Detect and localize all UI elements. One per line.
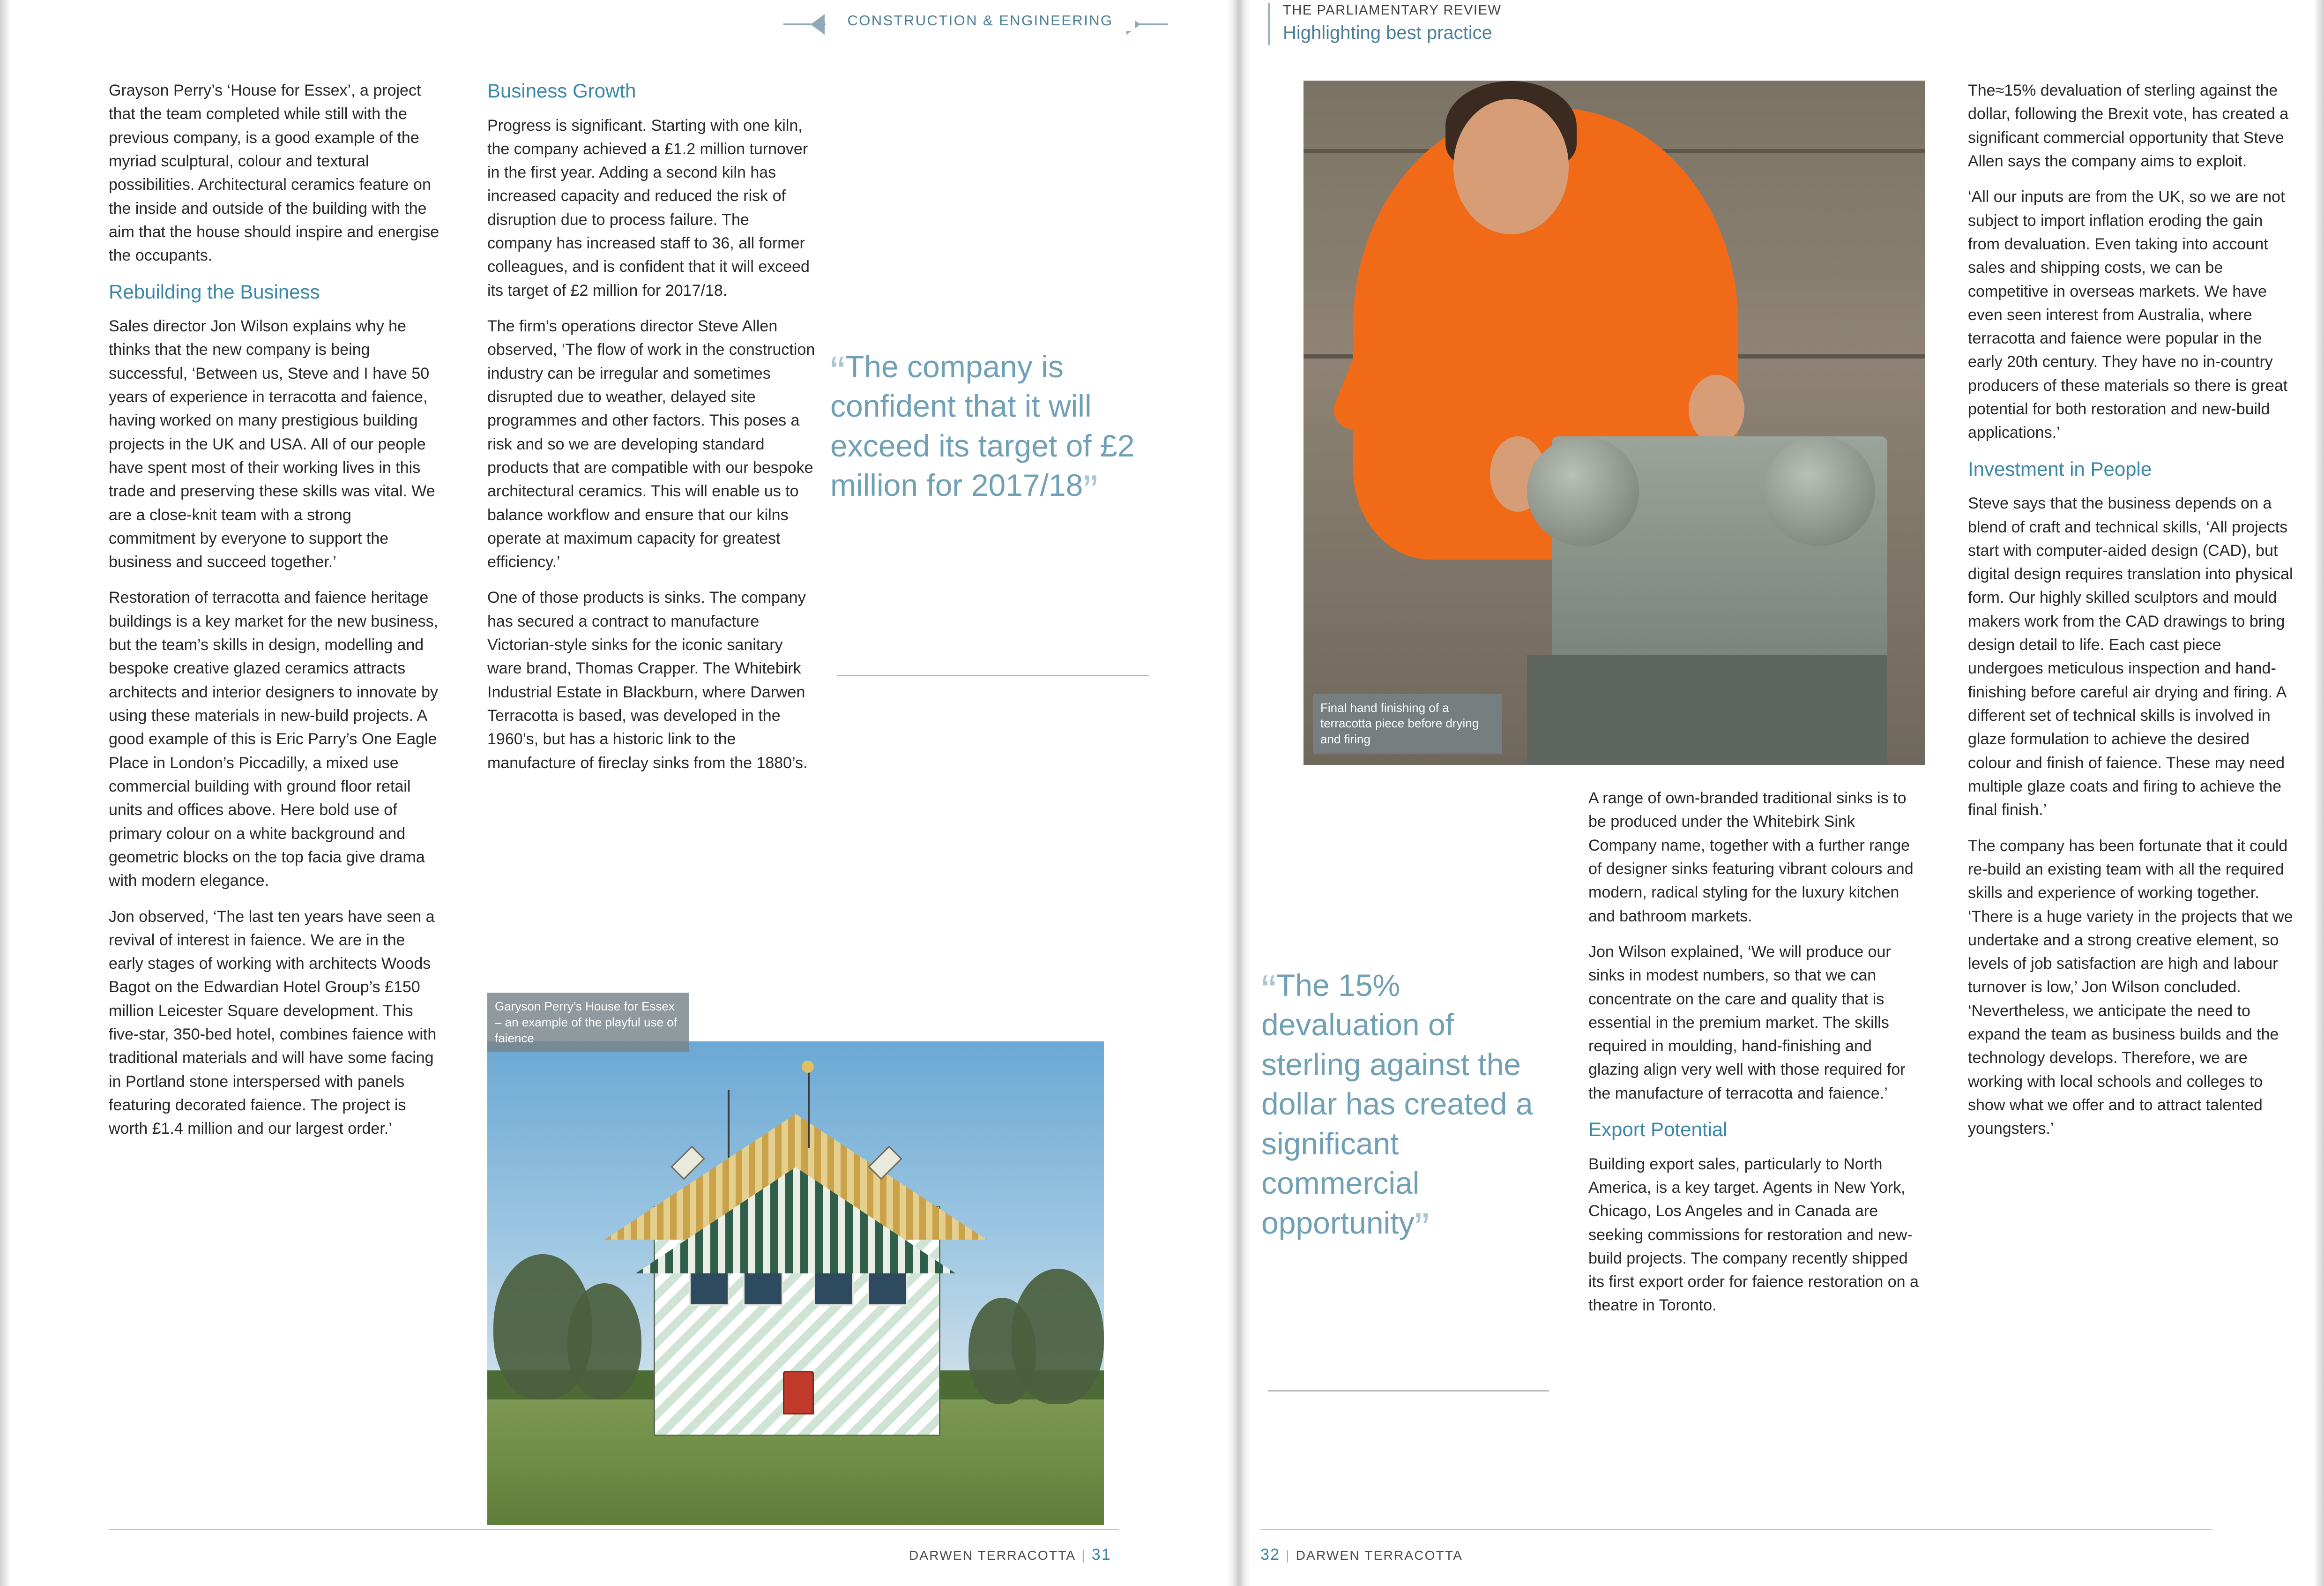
paragraph: Steve says that the business depends on a blend of craft and technical skills, ‘All projects start with computer-aided design (CAD), but digital design requires translation into physical form. Our highly skilled sculptors and mould makers work from the CAD drawings to bring design detail to life. Each cast piece undergoes meticulous inspection and hand-finishing before careful air drying and firing. A different set of technical skills is involved in glaze formulation to achieve the desired colour and finish of faience. These may need multiple glaze coats and firing to achieve the final finish.’	[1968, 494, 2293, 819]
pull-quote-left	[830, 347, 1177, 516]
page-edge-left	[0, 0, 10, 1586]
section-header-label: CONSTRUCTION & ENGINEERING	[826, 10, 1135, 31]
house-illustration	[487, 1041, 1104, 1525]
right-column-1	[1588, 786, 1922, 1330]
pull-quote-left-rule	[837, 675, 1149, 676]
paragraph: Jon observed, ‘The last ten years have seen a revival of interest in faience. We are in the early stages of working with architects Woods Bagot on the Edwardian Hotel Group’s £150 million Leicester Square development. This five-star, 350-bed hotel, combines faience with traditional materials and will have some facing in Portland stone interspersed with panels featuring decorated faience. The project is worth £1.4 million and our largest order.’	[109, 907, 437, 1138]
page-edge-right	[2314, 0, 2324, 1586]
mast	[728, 1090, 730, 1157]
heading-rebuilding-the-business: Rebuilding the Business	[109, 280, 320, 303]
folio-rule-left	[109, 1529, 1119, 1530]
photo-hand-finishing	[1304, 81, 1925, 765]
folio-left	[909, 1546, 1111, 1564]
right-column-2	[1968, 79, 2296, 1153]
folio-publication: DARWEN TERRACOTTA	[909, 1548, 1076, 1563]
paragraph: Sales director Jon Wilson explains why he thinks that the new company is being successful, ‘Between us, Steve and I have 50 years of experience in terracotta and faience, having worked on many prestigious building projects in the UK and USA. All of our people have spent most of their working lives in this trade and preserving these skills was vital. We are a close-knit team with a strong commitment by everyone to support the business and succeed together.’	[109, 317, 435, 571]
folio-publication: DARWEN TERRACOTTA	[1296, 1548, 1463, 1563]
left-column-1	[109, 79, 442, 1153]
capital-base	[1527, 655, 1887, 765]
image-house-for-essex	[487, 999, 1104, 1525]
heading-investment-in-people: Investment in People	[1968, 457, 2152, 480]
paragraph: Grayson Perry’s ‘House for Essex’, a project that the team completed while still with the previous company, is a good example of the myriad sculptural, colour and textural possibilities. Architectural ceramics feature on the inside and outside of the building with the aim that the house should inspire and energise the occupants.	[109, 82, 439, 265]
pull-quote-right	[1261, 965, 1542, 1254]
section-header	[783, 10, 1168, 39]
pull-quote-right-rule	[1268, 1390, 1549, 1391]
pull-quote-left-text: The company is confident that it will exceed its target of £2 million for 2017/18	[830, 349, 1135, 503]
page-gutter	[1227, 0, 1251, 1586]
folio-right	[1260, 1546, 1463, 1564]
quote-open-icon: “	[1261, 966, 1276, 1016]
volute-scroll	[1763, 436, 1875, 546]
heading-business-growth: Business Growth	[487, 80, 636, 102]
tree	[567, 1283, 641, 1399]
folio-separator: |	[1286, 1548, 1290, 1563]
image-caption-house: Garyson Perry’s House for Essex – an example of the playful use of faience	[487, 993, 689, 1052]
paragraph: Building export sales, particularly to North America, is a key target. Agents in New York, Chicago, Los Angeles and in Canada are seeking commissions for restoration and new-build projects. The company recently shipped its first export order for faience restoration on a theatre in Toronto.	[1588, 1155, 1919, 1315]
folio-separator: |	[1081, 1548, 1086, 1563]
image-caption-photo: Final hand finishing of a terracotta piece before drying and firing	[1313, 694, 1502, 754]
paragraph: A range of own-branded traditional sinks is to be produced under the Whitebirk Sink Company name, together with a further range of designer sinks featuring vibrant colours and modern, radical styling for the luxury kitchen and bathroom markets.	[1588, 789, 1914, 925]
tree	[968, 1298, 1036, 1404]
paragraph: Jon Wilson explained, ‘We will produce our sinks in modest numbers, so that we can concentrate on the care and quality that is essential in the premium market. The skills required in moulding, hand-finishing and glazing align very well with those required for the manufacture of terracotta and faience.’	[1588, 943, 1906, 1102]
left-column-2	[487, 79, 815, 787]
section-header-arrow-left	[811, 14, 825, 35]
quote-open-icon: “	[830, 347, 845, 397]
review-masthead-title: THE PARLIAMENTARY REVIEW	[1283, 3, 1502, 18]
front-door	[783, 1371, 814, 1414]
paragraph: The firm’s operations director Steve Allen observed, ‘The flow of work in the construction industry can be irregular and sometimes disrupted due to weather, delayed site programmes and other factors. This poses a risk and so we are developing standard products that are compatible with our bespoke architectural ceramics. This will enable us to balance workflow and ensure that our kilns operate at maximum capacity for greatest efficiency.’	[487, 317, 815, 571]
volute-scroll	[1527, 436, 1639, 546]
folio-page-number: 31	[1091, 1546, 1112, 1564]
paragraph: Progress is significant. Starting with one kiln, the company achieved a £1.2 million turnover in the first year. Adding a second kiln has increased capacity and reduced the risk of disruption due to process failure. The company has increased staff to 36, all former colleagues, and is confident that it will exceed its target of £2 million for 2017/18.	[487, 116, 810, 299]
folio-rule-right	[1260, 1529, 2212, 1530]
paragraph: One of those products is sinks. The company has secured a contract to manufacture Victorian-style sinks for the iconic sanitary ware brand, Thomas Crapper. The Whitebirk Industrial Estate in Blackburn, where Darwen Terracotta is based, was developed in the 1960’s, but has a historic link to the manufacture of fireclay sinks from the 1880’s.	[487, 589, 808, 772]
quote-close-icon: ”	[1083, 466, 1098, 516]
pull-quote-right-text: The 15% devaluation of sterling against the dollar has created a significant commercial opportunity	[1261, 968, 1533, 1240]
paragraph: Restoration of terracotta and faience heritage buildings is a key market for the new business, but the team’s skills in design, modelling and bespoke creative glazed ceramics attracts architects and interior designers to innovate by using these materials in new-build projects. A good example of this is Eric Parry’s One Eagle Place in London’s Piccadilly, a mixed use commercial building with ground floor retail units and offices above. Here bold use of primary colour on a white background and geometric blocks on the top facia give drama with modern elegance.	[109, 589, 439, 890]
paragraph: ‘All our inputs are from the UK, so we are not subject to import inflation eroding the gain from devaluation. Even taking into account sales and shipping costs, we can be competitive in overseas markets. We have even seen interest from Australia, where terracotta and faience were popular in the early 20th century. They have no in-country producers of these materials so there is great potential for both restoration and new-build applications.’	[1968, 188, 2288, 442]
craftsman-hand-right	[1689, 375, 1744, 443]
workshop-photo	[1304, 81, 1925, 765]
mast	[808, 1070, 810, 1148]
review-masthead	[1268, 3, 1502, 45]
review-masthead-subtitle: Highlighting best practice	[1283, 22, 1492, 43]
paragraph: The company has been fortunate that it could re-build an existing team with all the required skills and experience of working together. ‘There is a huge variety in the projects that we undertake and a strong creative element, so levels of job satisfaction are high and labour turnover is low,’ Jon Wilson concluded. ‘Nevertheless, we anticipate the need to expand the team as business builds and the technology develops. Therefore, we are working with local schools and colleges to show what we offer and to attract talented youngsters.’	[1968, 837, 2293, 1138]
paragraph: The≈15% devaluation of sterling against the dollar, following the Brexit vote, has created a significant commercial opportunity that Steve Allen says the company aims to exploit.	[1968, 82, 2289, 170]
quote-close-icon: ”	[1414, 1203, 1430, 1254]
craftsman-head	[1453, 99, 1569, 234]
folio-page-number: 32	[1260, 1546, 1281, 1564]
heading-export-potential: Export Potential	[1588, 1118, 1728, 1141]
